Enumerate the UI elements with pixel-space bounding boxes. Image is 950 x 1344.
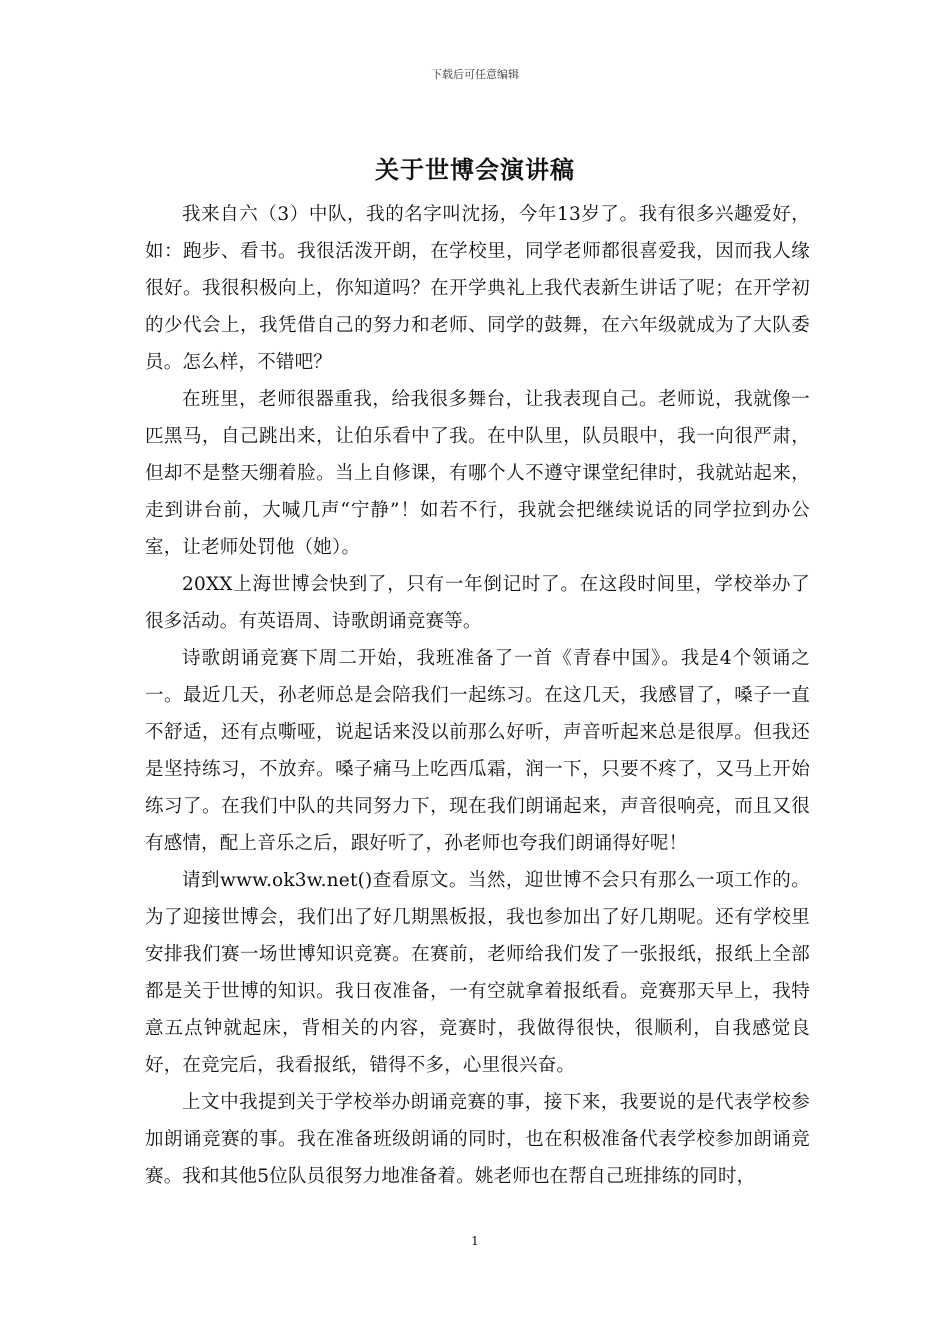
paragraph-3: 20XX上海世博会快到了，只有一年倒记时了。在这段时间里，学校举办了很多活动。有英语周、诗歌朗诵竞赛等。 xyxy=(145,574,810,632)
paragraph-4: 诗歌朗诵竞赛下周二开始，我班准备了一首《青春中国》。我是4个领诵之一。最近几天，孙老师总是会陪我们一起练习。在这几天，我感冒了，嗓子一直不舒适，还有点嘶哑，说起话来没以前那么好听，声音听起来总是很厚。但我还是坚持练习，不放弃。嗓子痛马上吃西瓜霜，润一下，只要不疼了，又马上开始练习了。在我们中队的共同努力下，现在我们朗诵起来，声音很响亮，而且又很有感情，配上音乐之后，跟好听了，孙老师也夸我们朗诵得好呢！ xyxy=(145,648,810,854)
paragraph-1: 我来自六（3）中队，我的名字叫沈扬，今年13岁了。我有很多兴趣爱好，如：跑步、看书。我很活泼开朗，在学校里，同学老师都很喜爱我，因而我人缘很好。我很积极向上，你知道吗？在开学典礼上我代表新生讲话了呢；在开学初的少代会上，我凭借自己的努力和老师、同学的鼓舞，在六年级就成为了大队委员。怎么样，不错吧？ xyxy=(145,204,810,373)
document-body xyxy=(145,196,810,1195)
document-title: 关于世博会演讲稿 xyxy=(375,156,575,184)
paragraph-5: 请到www.ok3w.net()查看原文。当然，迎世博不会只有那么一项工作的。为了迎接世博会，我们出了好几期黑板报，我也参加出了好几期呢。还有学校里安排我们赛一场世博知识竞赛。在赛前，老师给我们发了一张报纸，报纸上全部都是关于世博的知识。我日夜准备，一有空就拿着报纸看。竞赛那天早上，我特意五点钟就起床，背相关的内容，竞赛时，我做得很快，很顺利，自我感觉良好，在竞完后，我看报纸，错得不多，心里很兴奋。 xyxy=(145,870,810,1076)
header-note: 下载后可任意编辑 xyxy=(431,68,519,81)
paragraph-6: 上文中我提到关于学校举办朗诵竞赛的事，接下来，我要说的是代表学校参加朗诵竞赛的事。我在准备班级朗诵的同时，也在积极准备代表学校参加朗诵竞赛。我和其他5位队员很努力地准备着。姚老师也在帮自己班排练的同时， xyxy=(145,1092,810,1187)
page-number: 1 xyxy=(471,1234,479,1248)
paragraph-2: 在班里，老师很器重我，给我很多舞台，让我表现自己。老师说，我就像一匹黑马，自己跳出来，让伯乐看中了我。在中队里，队员眼中，我一向很严肃，但却不是整天绷着脸。当上自修课，有哪个人不遵守课堂纪律时，我就站起来，走到讲台前，大喊几声“宁静”！如若不行，我就会把继续说话的同学拉到办公室，让老师处罚他（她）。 xyxy=(145,389,810,558)
